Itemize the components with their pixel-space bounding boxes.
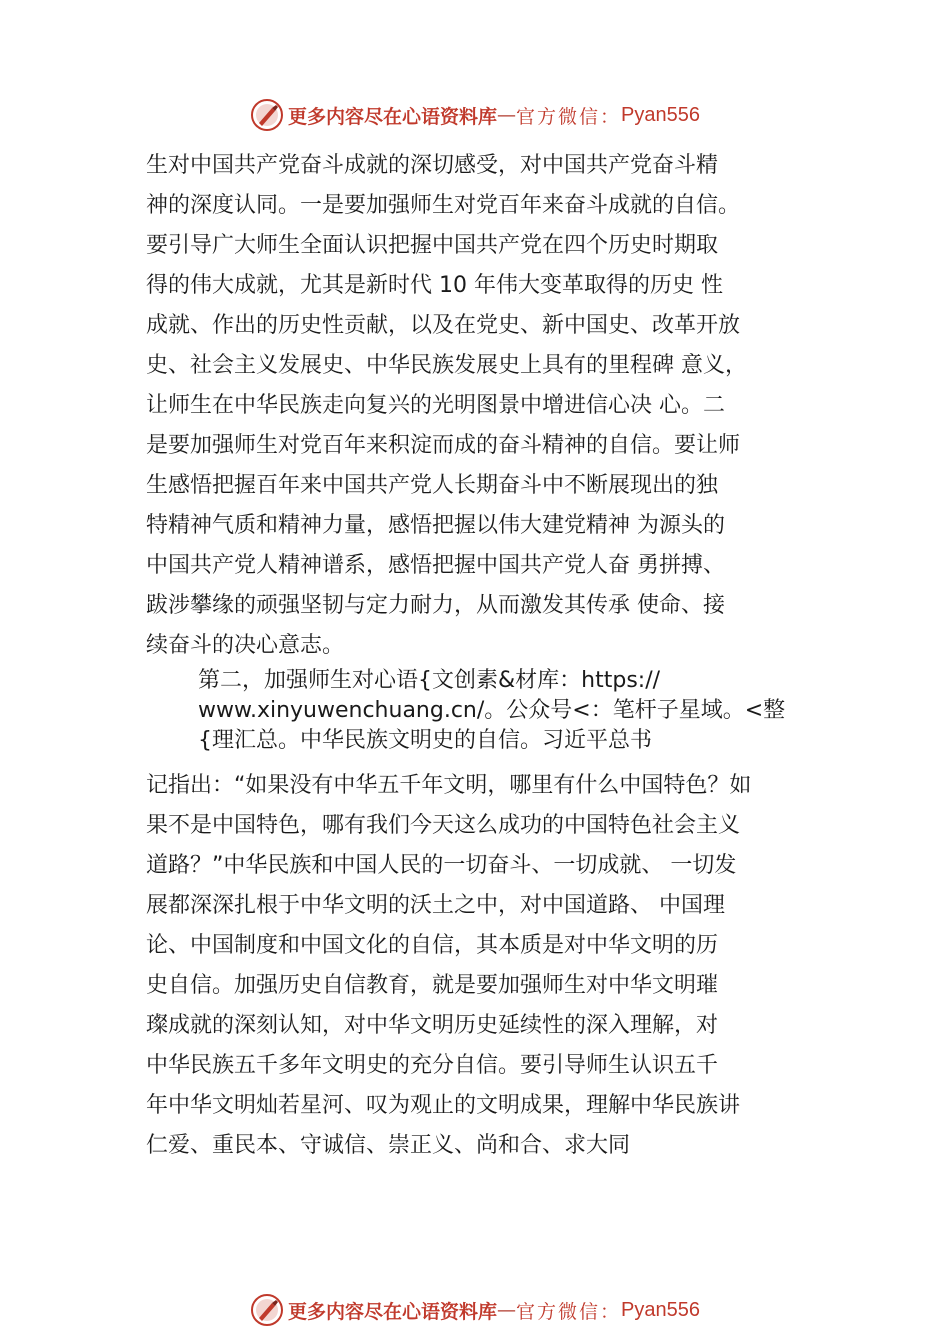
banner-account: Pyan556 bbox=[621, 1298, 700, 1321]
text-line: 成就、作出的历史性贡献，以及在党史、新中国史、改革开放 bbox=[146, 313, 741, 338]
text-line: 记指出：“如果没有中华五千年文明，哪里有什么中国特色？如 bbox=[146, 773, 752, 798]
pen-logo-icon bbox=[250, 1293, 284, 1327]
text-line: 仁爱、重民本、守诚信、崇正义、尚和合、求大同 bbox=[146, 1133, 631, 1158]
text-line: 第二，加强师生对心语{文创素&材库：https:// bbox=[198, 668, 661, 693]
spacer bbox=[146, 756, 836, 766]
text-line: 生感悟把握百年来中国共产党人长期奋斗中不断展现出的独 bbox=[146, 473, 719, 498]
banner-separator: — bbox=[497, 1299, 517, 1321]
banner-label: 官方微信： bbox=[516, 1300, 622, 1323]
text-line: 中国共产党人精神谱系，感悟把握中国共产党人奋 勇拼搏、 bbox=[146, 553, 725, 578]
document-body bbox=[146, 146, 836, 1166]
text-line: 年中华文明灿若星河、叹为观止的文明成果，理解中华民族讲 bbox=[146, 1093, 741, 1118]
text-line: 论、中国制度和中国文化的自信，其本质是对中华文明的历 bbox=[146, 933, 719, 958]
text-line: 璨成就的深刻认知，对中华文明历史延续性的深入理解，对 bbox=[146, 1013, 719, 1038]
text-line: 特精神气质和精神力量，感悟把握以伟大建党精神 为源头的 bbox=[146, 513, 725, 538]
text-line: 要引导广大师生全面认识把握中国共产党在四个历史时期取 bbox=[146, 233, 719, 258]
text-line: 跋涉攀缘的顽强坚韧与定力耐力，从而激发其传承 使命、接 bbox=[146, 593, 725, 618]
text-line: 史自信。加强历史自信教育，就是要加强师生对中华文明璀 bbox=[146, 973, 719, 998]
pen-logo-icon bbox=[250, 98, 284, 132]
text-line: 果不是中国特色，哪有我们今天这么成功的中国特色社会主义 bbox=[146, 813, 741, 838]
text-line: 续奋斗的决心意志。 bbox=[146, 633, 345, 658]
banner-separator: — bbox=[497, 104, 517, 126]
text-line: 道路？”中华民族和中国人民的一切奋斗、一切成就、 一切发 bbox=[146, 853, 737, 878]
text-line: 中华民族五千多年文明史的充分自信。要引导师生认识五千 bbox=[146, 1053, 719, 1078]
paragraph-1 bbox=[146, 146, 836, 666]
banner-brand: 更多内容尽在心语资料库 bbox=[288, 1300, 498, 1323]
banner-brand: 更多内容尽在心语资料库 bbox=[288, 105, 498, 128]
banner-account: Pyan556 bbox=[621, 103, 700, 126]
text-line: 神的深度认同。一是要加强师生对党百年来奋斗成就的自信。 bbox=[146, 193, 741, 218]
text-line: 得的伟大成就，尤其是新时代 10 年伟大变革取得的历史 性 bbox=[146, 273, 723, 298]
banner-label: 官方微信： bbox=[516, 105, 622, 128]
paragraph-2 bbox=[146, 666, 836, 1166]
footer-banner bbox=[0, 1290, 950, 1330]
text-line: 是要加强师生对党百年来积淀而成的奋斗精神的自信。要让师 bbox=[146, 433, 741, 458]
text-line: {理汇总。中华民族文明史的自信。习近平总书 bbox=[198, 728, 652, 753]
header-banner bbox=[0, 95, 950, 135]
text-line: 让师生在中华民族走向复兴的光明图景中增进信心决 心。二 bbox=[146, 393, 725, 418]
text-line: 史、社会主义发展史、中华民族发展史上具有的里程碑 意义， bbox=[146, 353, 747, 378]
text-line: 生对中国共产党奋斗成就的深切感受，对中国共产党奋斗精 bbox=[146, 153, 719, 178]
text-line: 展都深深扎根于中华文明的沃土之中，对中国道路、 中国理 bbox=[146, 893, 725, 918]
text-line: www.xinyuwenchuang.cn/。公众号<：笔杆子星域。<整 bbox=[198, 698, 786, 723]
